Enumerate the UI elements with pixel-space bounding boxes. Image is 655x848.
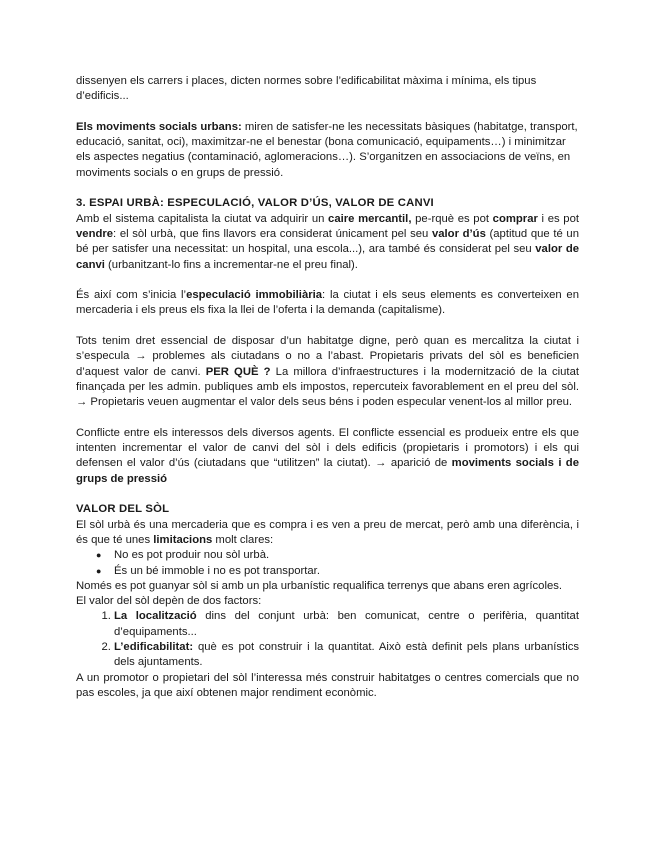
text-span: (aptitud que té un bé per satisfer una necessitat: un hospital, una escola...), ara també és considerat pel seu [76,227,579,256]
text-span: pe-rquè es pot [411,212,493,225]
moviments-paragraph [76,120,579,181]
bold-term: PER QUÈ ? [205,365,271,378]
bold-term: vendre [76,227,114,240]
bold-term: moviments socials i de grups de pressió [76,457,579,485]
text-span: : el sòl urbà, que fins llavors era considerat únicament pel seu [113,227,432,240]
bold-term: La localització [114,610,197,623]
list-item: ● No es pot produir nou sòl urbà. [114,548,579,563]
valor-paragraph-1 [76,518,579,549]
moviments-term: Els moviments socials urbans: [76,120,242,133]
factors-list [76,609,579,670]
section3-paragraph-4 [76,426,579,487]
section3-paragraph-2 [76,288,579,319]
text-span: molt clares: [212,533,274,546]
bold-term: limitacions [153,533,213,546]
list-item: ● És un bé immoble i no es pot transportar. [114,564,579,579]
list-item [114,609,579,640]
text-span: què es pot construir i la quantitat. Això està definit pels plans urbanístics dels ajuntaments. [114,640,579,669]
text-span: Conflicte entre els interessos dels diversos agents. El conflicte essencial es produeix entre els que intenten incrementar el valor de canvi del sòl i dels edificis (propietaris i promotors) i els qui defensen el valor d’ús (ciutadans que “utilitzen” la ciutat). → aparició de [76,426,579,470]
bold-term: L’edificabilitat: [114,640,194,653]
text-span: : la ciutat i els seus elements es converteixen en mercaderia i els preus els fixa la llei de l’oferta i la demanda (capitalisme). [76,289,579,317]
valor-paragraph-4: A un promotor o propietari del sòl l’interessa més construir habitatges o centres comercials que no pas escoles, ja que així obtenen major rendiment econòmic. [76,671,579,699]
text-span: i es pot [537,212,580,225]
moviments-text: miren de satisfer-ne les necessitats bàsiques (habitatge, transport, educació, sanitat, oci), maximitzar-ne el benestar (bona comunicació, equipaments…) i minimitzar els aspectes negatius (contaminació, aglomeracions…). S’organitzen en associacions de veïns, en moviments socials o en grups de pressió. [76,120,578,179]
valor-paragraph-2: Només es pot guanyar sòl si amb un pla urbanístic requalifica terrenys que abans eren agrícoles. [76,579,563,592]
section3-heading: 3. ESPAI URBÀ: ESPECULACIÓ, VALOR D’ÚS, VALOR DE CANVI [76,197,434,210]
valor-paragraph-3: El valor del sòl depèn de dos factors: [76,595,262,608]
list-item [114,640,579,671]
text-span: El sòl urbà és una mercaderia que es compra i es ven a preu de mercat, però amb una diferència, i és que té unes [76,518,579,546]
bold-term: valor de canvi [76,243,580,271]
limitations-list [76,548,579,579]
document-page [76,74,579,701]
text-span: És així com s’inicia l’ [76,289,187,302]
valor-heading: VALOR DEL SÒL [76,503,170,516]
text-span: Tots tenim dret essencial de disposar d’un habitatge digne, però quan es mercalitza la ciutat i s’especula → problemes als ciutadans o no a l’abast. Propietaris privats del sòl es beneficien d’aquest valor de canvi. [76,335,579,378]
text-span: dins del conjunt urbà: ben comunicat, centre o perifèria, quantitat d’equipaments... [114,610,579,638]
bold-term: caire mercantil, [328,212,412,225]
text-span: La millora d’infraestructures i la modernització de la ciutat finançada per les admin. publiques amb els impostos, repercuteix favorablement en el preu del sòl. → Propietaris veuen augmentar el valor dels seus béns i poden especular venent-los al millor preu. [76,365,579,409]
text-span: Amb el sistema capitalista la ciutat va adquirir un [76,212,329,225]
intro-paragraph: dissenyen els carrers i places, dicten normes sobre l’edificabilitat màxima i mínima, els tipus d’edificis... [76,75,537,103]
bold-term: especulació immobiliària [186,289,323,302]
section3-paragraph-3 [76,334,579,410]
text-span: (urbanitzant-lo fins a incrementar-ne el preu final). [104,258,358,271]
bold-term: valor d’ús [431,227,486,240]
section3-paragraph-1 [76,212,579,273]
bold-term: comprar [492,212,538,225]
